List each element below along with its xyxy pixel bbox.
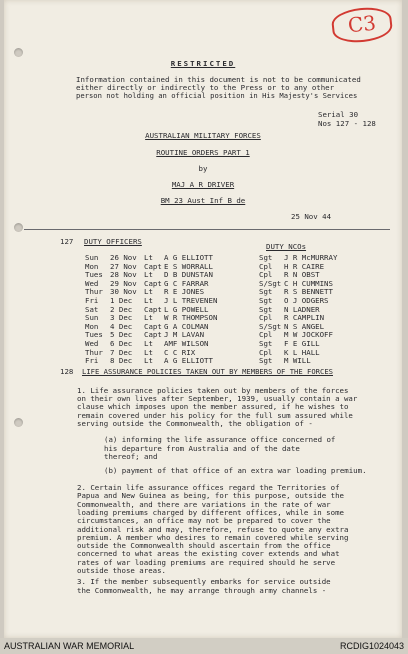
roster-nco-name: N LADNER [284,304,320,314]
punch-hole [14,223,23,232]
classification-heading: RESTRICTED [170,59,236,68]
roster-day: Mon [85,261,99,271]
roster-date: 28 Nov [110,270,137,280]
roster-officer-rank: Capt [144,330,162,340]
restriction-notice-line: Information contained in this document is not to be communicated [76,75,361,84]
roster-nco-rank: Sgt [259,339,273,348]
roster-day: Thur [85,347,103,357]
order-number: 127 [60,237,74,246]
roster-date: 4 Dec [110,321,133,331]
roster-officer-name: G C FARRAR [164,278,209,288]
roster-nco-rank: Cpl [259,330,273,340]
roster-nco-rank: Sgt [259,304,273,314]
roster-officer-name: J L TREVENEN [164,296,218,305]
roster-day: Wed [85,339,99,348]
roster-day: Mon [85,321,99,331]
restriction-notice-line: either directly or indirectly to the Press or to any other [76,83,335,92]
duty-ncos-heading: DUTY NCOs [266,242,307,251]
roster-officer-name: AMF WILSON [164,339,209,348]
order-numbers: Nos 127 - 128 [318,119,376,128]
roster-date: 3 Dec [110,313,133,323]
roster-nco-rank: Sgt [259,253,273,262]
issue-date: 25 Nov 44 [291,212,332,221]
roster-nco-name: K L HALL [284,347,320,357]
roster-nco-name: R N OBST [284,270,320,280]
paragraph-line: his departure from Australia and of the date [104,443,300,453]
document-page [4,0,402,638]
duty-officers-heading: DUTY OFFICERS [84,237,142,246]
paragraph-line: Papua and New Guinea as being, for this purpose, outside the [77,491,344,501]
section-divider [24,229,390,230]
paragraph-line: 3. If the member subsequently embarks for service outside [77,577,331,586]
roster-nco-name: M WILL [284,356,311,366]
archive-footer [0,638,408,654]
roster-nco-rank: Cpl [259,313,273,323]
item-b: (b) payment of that office of an extra war loading premium. [104,466,367,475]
roster-officer-name: A G ELLIOTT [164,356,213,366]
roster-nco-name: R S BENNETT [284,287,333,297]
roster-officer-name: C C RIX [164,347,196,357]
roster-day: Sun [85,313,99,323]
roster-date: 26 Nov [110,253,137,262]
roster-day: Wed [85,278,99,288]
roster-nco-name: O J ODGERS [284,296,329,305]
roster-officer-rank: Capt [144,321,162,331]
roster-nco-rank: Sgt [259,356,273,366]
roster-officer-rank: Lt [144,253,153,262]
paragraph-line: loading premiums charged by different offices, while in some [77,507,344,517]
roster-nco-rank: Sgt [259,296,273,305]
document-title: ROUTINE ORDERS PART 1 [156,148,250,157]
roster-officer-rank: Lt [144,313,153,323]
by-line: by [198,164,208,173]
paragraph-line: concerned to what areas the existing cover extends and what [77,549,340,559]
roster-day: Fri [85,356,99,366]
paragraph-line: circumstances, an office may not be prepared to cover the [77,516,331,526]
roster-nco-rank: S/Sgt [259,278,282,288]
paragraph-line: serving outside the Commonwealth, the obligation of - [77,418,313,428]
roster-officer-name: G A COLMAN [164,321,209,331]
paragraph-line: outside those areas. [77,566,166,575]
roster-officer-rank: Lt [144,347,153,357]
paragraph-line: 2. Certain life assurance offices regard the Territories of [77,483,340,492]
roster-nco-name: M W JOCKOFF [284,330,333,340]
paragraph-line: the Commonwealth, he may arrange through army channels - [77,585,327,595]
paragraph-line: clause which imposes upon the member assured, if he wishes to [77,402,349,412]
archive-id: RCDIG1024043 [339,641,404,651]
roster-day: Tues [85,270,103,280]
paragraph-line: Commonwealth, and there are variations in the rate of war [77,499,331,509]
paragraph-line: premium. A member who desires to remain covered while serving [77,532,349,542]
paragraph-line: on their own lives after September, 1939, usually contain a war [77,394,358,404]
paragraph-line: 1. Life assurance policies taken out by members of the forces [77,386,349,395]
roster-date: 29 Nov [110,278,137,288]
roster-date: 1 Dec [110,296,133,305]
file-stamp: C3 [330,5,393,45]
roster-officer-rank: Capt [144,278,162,288]
punch-hole [14,418,23,427]
roster-officer-name: E S WORRALL [164,261,213,271]
roster-officer-rank: Lt [144,296,153,305]
roster-nco-name: F E GILL [284,339,320,348]
roster-day: Fri [85,296,99,305]
roster-date: 30 Nov [110,287,137,297]
roster-date: 2 Dec [110,304,133,314]
roster-day: Thur [85,287,103,297]
roster-officer-rank: Lt [144,287,153,297]
roster-officer-rank: Lt [144,270,153,280]
roster-day: Sat [85,304,99,314]
roster-nco-rank: Cpl [259,270,273,280]
roster-officer-rank: Capt [144,261,162,271]
roster-nco-name: N S ANGEL [284,321,325,331]
roster-officer-rank: Capt [144,304,162,314]
roster-officer-rank: Lt [144,356,153,366]
roster-date: 6 Dec [110,339,133,348]
roster-officer-name: W R THOMPSON [164,313,218,323]
roster-nco-rank: Cpl [259,347,273,357]
roster-date: 27 Nov [110,261,137,271]
roster-nco-rank: Sgt [259,287,273,297]
archive-name: AUSTRALIAN WAR MEMORIAL [4,641,135,651]
punch-hole [14,48,23,57]
roster-officer-name: R E JONES [164,287,205,297]
roster-nco-name: H R CAIRE [284,261,325,271]
issuing-officer: MAJ A R DRIVER [171,180,235,189]
insurance-heading: LIFE ASSURANCE POLICIES TAKEN OUT BY MEMBERS OF THE FORCES [82,367,333,376]
roster-nco-rank: S/Sgt [259,321,282,331]
roster-nco-name: C H CUMMINS [284,278,333,288]
paragraph-line: rates of war loading premiums are required should he serve [77,557,336,567]
roster-officer-rank: Lt [144,339,153,348]
roster-officer-name: J M LAVAN [164,330,205,340]
org-title: AUSTRALIAN MILITARY FORCES [145,131,261,140]
issuing-unit: BM 23 Aust Inf B de [160,196,246,205]
paragraph-line: outside the Commonwealth should ascertain from the office [77,541,331,551]
roster-nco-rank: Cpl [259,261,273,271]
roster-date: 5 Dec [110,330,133,340]
paragraph-line: additional risk and may, therefore, refuse to quote any extra [77,524,349,534]
paragraph-line: (a) informing the life assurance office concerned of [104,435,336,444]
roster-day: Tues [85,330,103,340]
restriction-notice-line: person not holding an official position in His Majesty's Services [76,91,358,100]
roster-officer-name: A G ELLIOTT [164,253,213,262]
roster-nco-name: R CAMPLIN [284,313,325,323]
roster-day: Sun [85,253,99,262]
roster-nco-name: J R McMURRAY [284,253,338,262]
roster-officer-name: L G POWELL [164,304,209,314]
roster-date: 7 Dec [110,347,133,357]
order-number: 128 [60,367,74,376]
paragraph-line: remain covered under his policy for the full sum assured while [77,410,353,420]
roster-officer-name: D B DUNSTAN [164,270,213,280]
paragraph-line: thereof; and [104,452,158,462]
serial-number: Serial 30 [318,110,359,119]
roster-date: 8 Dec [110,356,133,366]
